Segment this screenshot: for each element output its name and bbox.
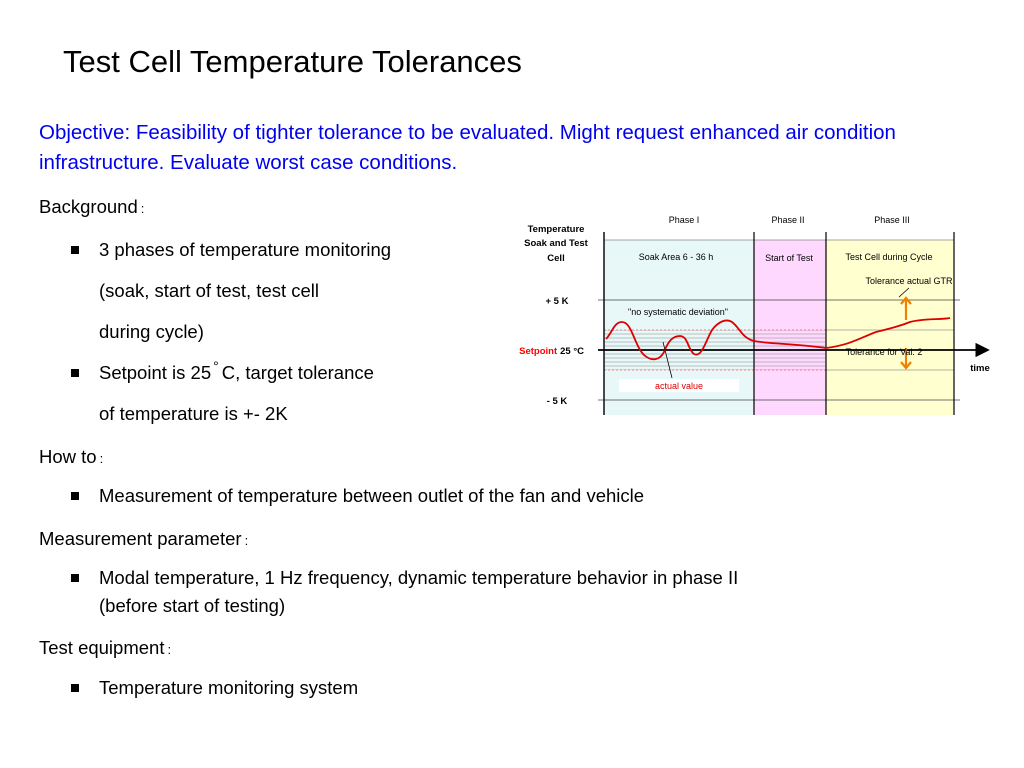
equipment-bullet1: Temperature monitoring system xyxy=(99,677,359,698)
phase2-label: Phase II xyxy=(771,215,805,225)
phase2-background xyxy=(754,240,826,415)
actual-value-label: actual value xyxy=(654,381,704,391)
bullet-square-icon xyxy=(71,574,79,582)
test-cell-cycle-label: Test Cell during Cycle xyxy=(845,252,933,262)
background-bullet1-line3: during cycle) xyxy=(99,321,204,342)
ylabel-line3: Cell xyxy=(547,253,565,264)
phase1-label: Phase I xyxy=(668,215,700,225)
howto-heading xyxy=(39,446,103,468)
bullet-square-icon xyxy=(71,246,79,254)
equipment-heading-text: Test equipment xyxy=(39,637,165,658)
background-bullet1-line2: (soak, start of test, test cell xyxy=(99,280,320,301)
setpoint-label xyxy=(519,346,584,357)
background-heading xyxy=(39,196,144,218)
slide-title: Test Cell Temperature Tolerances xyxy=(63,44,522,79)
measurement-bullet1-line2: (before start of testing) xyxy=(99,595,286,616)
no-deviation-label: "no systematic deviation" xyxy=(628,307,728,317)
setpoint-value: 25 °C xyxy=(560,346,584,357)
background-bullet2-line2: of temperature is +- 2K xyxy=(99,403,288,424)
start-of-test-label: Start of Test xyxy=(765,253,813,263)
bullet-square-icon xyxy=(71,369,79,377)
background-bullet2-line1 xyxy=(99,360,374,387)
background-heading-text: Background xyxy=(39,196,138,217)
howto-colon: : xyxy=(99,451,104,466)
background-colon: : xyxy=(140,201,145,216)
background-bullet1-line1: 3 phases of temperature monitoring xyxy=(99,239,392,260)
howto-bullet1: Measurement of temperature between outlet of the fan and vehicle xyxy=(99,485,645,506)
bullet-square-icon xyxy=(71,684,79,692)
measurement-heading-text: Measurement parameter xyxy=(39,528,242,549)
ylabel-line1: Temperature xyxy=(527,224,585,235)
equipment-colon: : xyxy=(167,642,172,657)
temperature-phase-diagram xyxy=(500,205,1000,430)
setpoint-label-text: Setpoint xyxy=(519,346,558,357)
ylabel-line2: Soak and Test xyxy=(524,238,588,249)
objective-text: Objective: Feasibility of tighter tolerance to be evaluated. Might request enhanced air condition infrastructure. Evaluate worst case conditions. xyxy=(39,121,896,174)
plus5-label: + 5 K xyxy=(545,296,569,307)
measurement-bullet1-line1: Modal temperature, 1 Hz frequency, dynamic temperature behavior in phase II xyxy=(99,567,739,588)
time-label: time xyxy=(970,363,990,374)
soak-area-label: Soak Area 6 - 36 h xyxy=(638,252,714,262)
bullet-square-icon xyxy=(71,492,79,500)
measurement-heading xyxy=(39,528,248,550)
equipment-heading xyxy=(39,637,171,659)
degree-symbol: ° xyxy=(213,358,219,374)
tolerance-gtr-label: Tolerance actual GTR xyxy=(865,276,953,286)
howto-heading-text: How to xyxy=(39,446,97,467)
tolerance-val2-label: Tolerance for Val. 2 xyxy=(845,347,923,357)
phase3-label: Phase III xyxy=(874,215,910,225)
setpoint-text-part2: C, target tolerance xyxy=(221,362,374,383)
setpoint-text-part1: Setpoint is 25 xyxy=(99,362,212,383)
measurement-colon: : xyxy=(244,533,249,548)
minus5-label: - 5 K xyxy=(546,396,568,407)
